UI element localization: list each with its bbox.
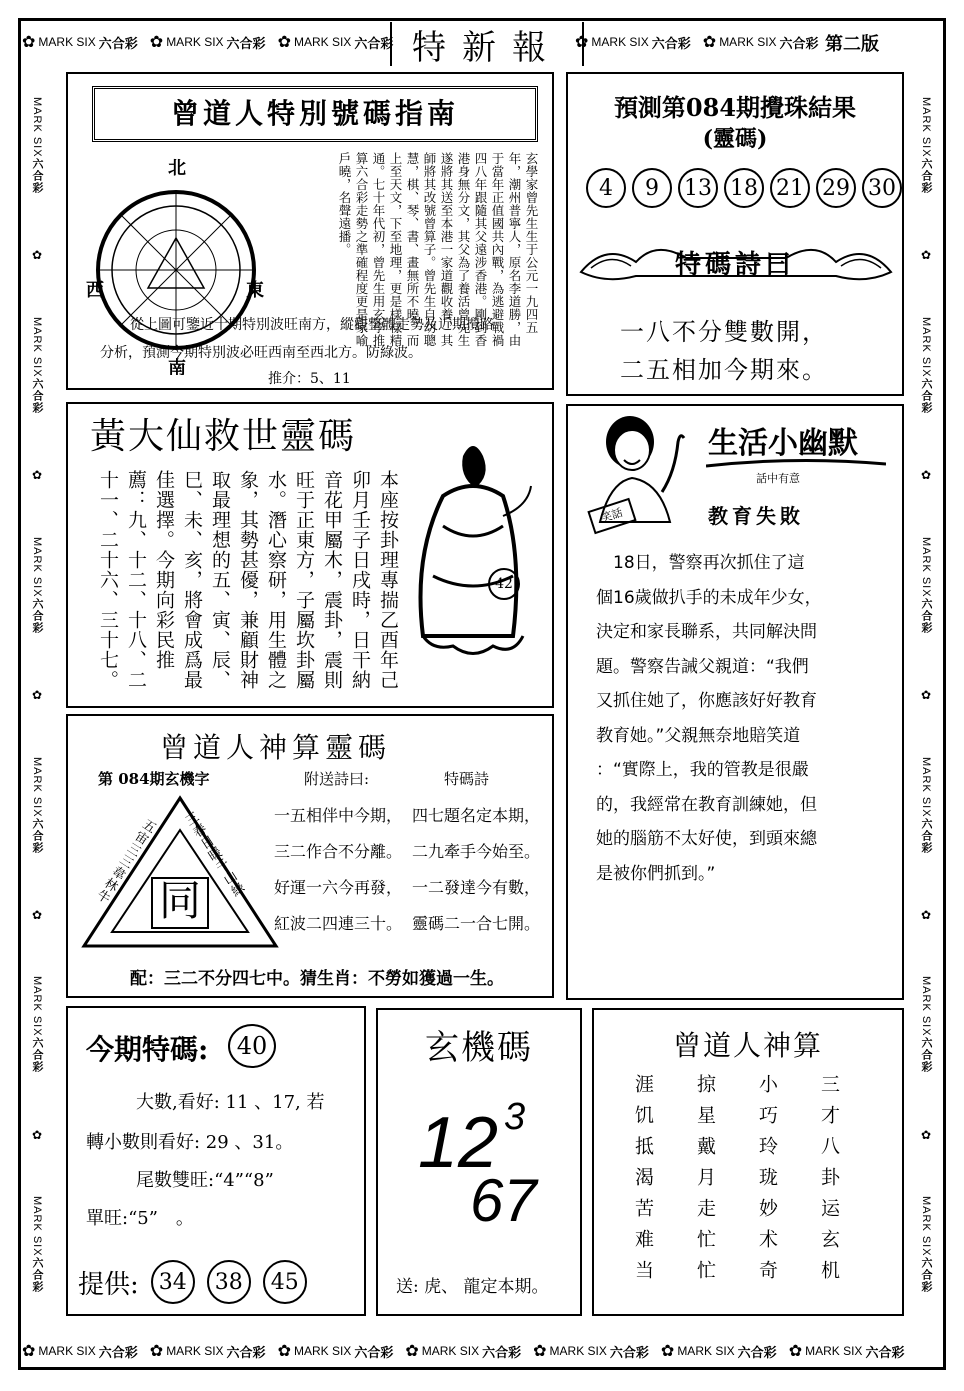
flower-icon: ✿ bbox=[31, 907, 43, 922]
top-watermark-strip bbox=[22, 24, 405, 60]
xuanji-digit-bottom: 67 bbox=[470, 1167, 537, 1234]
bottom-watermark-strip bbox=[22, 1336, 916, 1366]
poem-right-col bbox=[412, 798, 540, 942]
prediction-number-7: 30 bbox=[862, 168, 902, 208]
watermark: MARK SIX六合彩 bbox=[920, 976, 932, 1073]
compass-north: 北 bbox=[168, 158, 186, 179]
special-panel bbox=[66, 1006, 366, 1316]
top-watermark-strip-right bbox=[575, 24, 831, 60]
shen-column-3: 掠星戴月走忙忙 bbox=[694, 1074, 716, 1291]
flower-icon: ✿ bbox=[920, 1127, 932, 1142]
watermark: ✿ MARK SIX 六合彩 bbox=[277, 1343, 394, 1360]
compass-west: 西 bbox=[86, 280, 104, 301]
watermark: MARK SIX六合彩 bbox=[920, 317, 932, 414]
xuanji-footer: 送: 虎、 龍定本期。 bbox=[396, 1277, 549, 1297]
watermark: ✿ MARK SIX 六合彩 bbox=[702, 34, 819, 51]
flower-icon: ✿ bbox=[575, 34, 589, 51]
poem-left-col bbox=[274, 798, 402, 942]
watermark: ✿ MARK SIX 六合彩 bbox=[405, 1343, 522, 1360]
watermark: ✿ MARK SIX 六合彩 bbox=[660, 1343, 777, 1360]
humor-title: 生活小幽默 bbox=[708, 426, 858, 461]
special-line1: 大數,看好: 11 、17, 若 bbox=[136, 1092, 325, 1113]
poem-line2: 二五相加今期來。 bbox=[620, 356, 828, 384]
flower-icon: ✿ bbox=[277, 34, 291, 51]
watermark: ✿ MARK SIX 六合彩 bbox=[149, 1343, 266, 1360]
special-line2: 轉小數則看好: 29 、31。 bbox=[86, 1132, 294, 1153]
watermark: MARK SIX六合彩 bbox=[31, 976, 43, 1073]
right-watermark-strip bbox=[910, 70, 942, 1320]
special-poem-label: 特碼詩 bbox=[444, 770, 490, 788]
provide-number-1: 34 bbox=[151, 1260, 195, 1304]
watermark: MARK SIX六合彩 bbox=[31, 756, 43, 854]
flower-icon: ✿ bbox=[920, 907, 932, 922]
guide-bio: 玄學家曾先生生于公元一九四五年，潮州普寧人，原名李道勝，由于當年正值國共內戰，為逃避戰禍四八年跟隨其父遠涉香港。剛到香港身無分文，其父為了養活曾先生遂將其送至本港一家道觀收養，其師將其改號曾算子。曾先生自幼聰慧，棋、琴、書、畫無所不曉，而上至天文，下至地理，更是樣樣精通。七十年代初，曾先生用玄學推算六合彩走勢之準確程度更是家喻戶曉，名聲遠播。 bbox=[337, 152, 539, 347]
flower-icon: ✿ bbox=[31, 468, 43, 483]
huang-panel bbox=[66, 402, 554, 708]
huang-text: 本座按卦理專揣乙酉年己卯月壬子日戌時，日干納音花甲屬木，震卦，震則旺于正東方，子屬坎卦屬水。潛心察研，用生體之象，其勢甚優，兼顧財神取最理想的五、寅、辰、巳、未、亥，將會成爲最佳選擇。今期向彩民推薦：九、十二、十八、二十一、二十六、三十七。 bbox=[97, 470, 399, 690]
shen-column-1: 三才八卦运玄机 bbox=[818, 1074, 840, 1291]
xuanji-panel bbox=[376, 1008, 582, 1316]
prediction-panel bbox=[566, 72, 904, 396]
deity-badge: 42 bbox=[488, 568, 520, 600]
guide-recommend: 推介：5、11 bbox=[268, 371, 351, 387]
shensuan-panel bbox=[66, 714, 554, 998]
watermark: MARK SIX六合彩 bbox=[31, 1196, 43, 1293]
flower-icon: ✿ bbox=[31, 248, 43, 263]
shensuan-footer: 配：三二不分四七中。猜生肖：不勞如獲過一生。 bbox=[130, 969, 504, 989]
watermark: MARK SIX六合彩 bbox=[920, 756, 932, 854]
xuanji-digit-top: 3 bbox=[504, 1096, 526, 1138]
prediction-number-1: 4 bbox=[586, 168, 626, 208]
poem-line: 一二發達今有數， bbox=[412, 878, 541, 897]
watermark: ✿ MARK SIX 六合彩 bbox=[149, 34, 266, 51]
humor-panel bbox=[566, 404, 904, 1000]
watermark: MARK SIX六合彩 bbox=[31, 97, 43, 194]
poem-line: 靈碼二一合七開。 bbox=[412, 914, 541, 933]
prediction-numbers bbox=[586, 168, 902, 208]
prediction-number-3: 13 bbox=[678, 168, 718, 208]
flower-icon: ✿ bbox=[533, 1343, 547, 1360]
xuanji-title: 玄機碼 bbox=[425, 1028, 533, 1068]
watermark: MARK SIX六合彩 bbox=[920, 1196, 932, 1293]
watermark: MARK SIX六合彩 bbox=[920, 97, 932, 194]
prediction-number-5: 21 bbox=[770, 168, 810, 208]
watermark: ✿ MARK SIX 六合彩 bbox=[788, 1343, 905, 1360]
poem-title: 特碼詩曰 bbox=[674, 250, 795, 280]
prediction-subtitle: (靈碼) bbox=[702, 126, 768, 152]
provide-label: 提供: bbox=[78, 1269, 139, 1300]
left-watermark-strip bbox=[22, 70, 52, 1320]
special-line3: 尾數雙旺:“4”“8” bbox=[136, 1170, 274, 1191]
flower-icon: ✿ bbox=[149, 1343, 164, 1360]
joke-badge: 笑話 bbox=[587, 498, 636, 534]
provide-number-2: 38 bbox=[207, 1260, 251, 1304]
guide-panel bbox=[66, 72, 554, 390]
watermark: ✿ MARK SIX 六合彩 bbox=[22, 1343, 138, 1360]
humor-line: 教育她。”父親無奈地賠笑道 bbox=[596, 725, 801, 746]
watermark: ✿ MARK SIX 六合彩 bbox=[533, 1343, 649, 1360]
guide-title: 曾道人特別號碼指南 bbox=[92, 86, 538, 142]
xuanji-digit-main: 12 bbox=[418, 1103, 499, 1183]
flower-icon: ✿ bbox=[22, 1343, 36, 1360]
flower-icon: ✿ bbox=[920, 248, 932, 263]
shen-title: 曾道人神算 bbox=[672, 1029, 823, 1062]
humor-line: 她的腦筋不太好使，到頭來總 bbox=[596, 829, 817, 849]
shensuan-period: 第 084期玄機字 bbox=[98, 770, 210, 788]
guide-note-line1: 從上圖可鑒近十期特別波旺南方，縱觀整體走勢及近期攪路 bbox=[130, 317, 494, 333]
flower-icon: ✿ bbox=[660, 1343, 675, 1360]
poem-line: 三二作合不分離。 bbox=[274, 842, 403, 861]
flower-icon: ✿ bbox=[31, 688, 43, 702]
provide-row bbox=[78, 1260, 307, 1304]
triangle-center-char: 同 bbox=[158, 876, 201, 925]
humor-subtitle: 話中有意 bbox=[756, 472, 800, 485]
flower-icon: ✿ bbox=[31, 1127, 43, 1142]
watermark: MARK SIX六合彩 bbox=[31, 536, 43, 634]
special-line4: 單旺:“5” 。 bbox=[86, 1208, 194, 1229]
poem-line: 二九牽手今始至。 bbox=[412, 842, 541, 861]
prediction-number-2: 9 bbox=[632, 168, 672, 208]
watermark: ✿ MARK SIX 六合彩 bbox=[22, 34, 138, 51]
flower-icon: ✿ bbox=[149, 34, 164, 51]
prediction-number-6: 29 bbox=[816, 168, 856, 208]
humor-line: 18日，警察再次抓住了這 bbox=[596, 553, 805, 573]
watermark: ✿ MARK SIX 六合彩 bbox=[277, 34, 394, 51]
prediction-title: 預測第084期攪珠結果 bbox=[613, 93, 857, 122]
compass-east: 東 bbox=[246, 280, 264, 301]
humor-line: 決定和家長聯系，共同解決問 bbox=[596, 622, 817, 642]
guide-note-line2: 分析，預測今期特別波必旺西南至西北方。防綠波。 bbox=[100, 345, 422, 361]
huang-title: 黃大仙救世靈碼 bbox=[90, 416, 357, 457]
humor-line: 又抓住她了，你應該好好教育 bbox=[596, 691, 817, 711]
special-label: 今期特碼: bbox=[86, 1033, 209, 1066]
shen-column-4: 涯饥抵渴苦难当 bbox=[632, 1074, 654, 1291]
humor-line: 個16歲做扒手的未成年少女， bbox=[596, 587, 822, 608]
humor-line: ：“實際上，我的管教是很嚴 bbox=[596, 760, 809, 780]
provide-number-3: 45 bbox=[263, 1260, 307, 1304]
shensuan-title: 曾道人神算靈碼 bbox=[160, 731, 392, 764]
flower-icon: ✿ bbox=[277, 1343, 291, 1360]
poem-line: 好運一六今再發， bbox=[274, 878, 403, 897]
edition-label: 第二版 bbox=[825, 34, 879, 55]
flower-icon: ✿ bbox=[702, 34, 717, 51]
humor-headline: 教育失敗 bbox=[708, 504, 804, 528]
compass-south: 南 bbox=[168, 358, 186, 375]
humor-body bbox=[596, 546, 892, 891]
poem-label: 附送詩曰: bbox=[304, 770, 370, 788]
poem-line: 紅波二四連三十。 bbox=[274, 914, 403, 933]
poem-line: 一五相伴中今期， bbox=[274, 806, 403, 825]
watermark: ✿ MARK SIX 六合彩 bbox=[575, 34, 691, 51]
triangle-left-text: 五宙三三韋林牛 bbox=[91, 815, 158, 906]
humor-line: 題。警察告誡父親道：“我們 bbox=[596, 656, 809, 677]
flower-icon: ✿ bbox=[920, 688, 932, 702]
humor-line: 是被你們抓到。” bbox=[596, 863, 716, 884]
humor-line: 的，我經常在教育訓練她，但 bbox=[596, 794, 817, 815]
watermark: MARK SIX六合彩 bbox=[920, 536, 932, 634]
flower-icon: ✿ bbox=[405, 1343, 419, 1360]
triangle-right-text: 三春日暖千山綠 bbox=[180, 810, 247, 901]
poem-line: 四七題名定本期， bbox=[412, 806, 541, 825]
deity-illustration bbox=[403, 436, 543, 666]
poem-line1: 一八不分雙數開， bbox=[620, 318, 828, 346]
watermark: MARK SIX六合彩 bbox=[31, 317, 43, 414]
masthead-title: 特新報 bbox=[390, 22, 584, 66]
flower-icon: ✿ bbox=[788, 1343, 803, 1360]
prediction-number-4: 18 bbox=[724, 168, 764, 208]
special-number: 40 bbox=[228, 1024, 276, 1068]
flower-icon: ✿ bbox=[22, 34, 36, 51]
flower-icon: ✿ bbox=[920, 468, 932, 483]
shen-column-2: 小巧玲珑妙术奇 bbox=[756, 1074, 778, 1291]
shen-panel bbox=[592, 1008, 904, 1316]
